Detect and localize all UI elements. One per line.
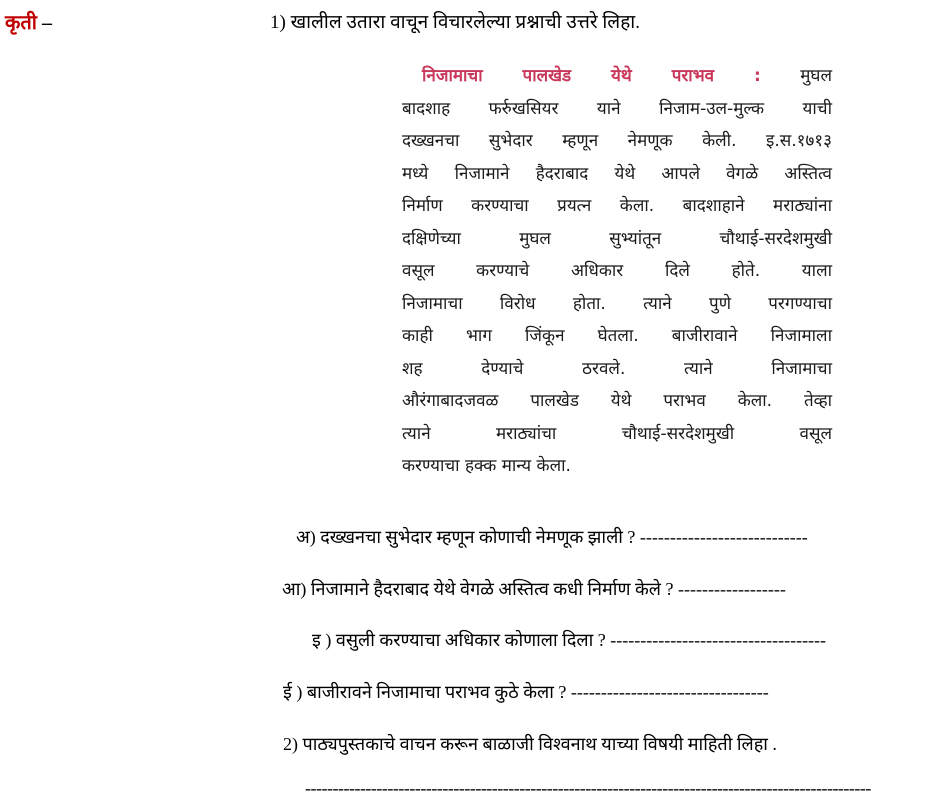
passage-line: बादशाह फर्रुखसियर याने निजाम-उल-मुल्क याची xyxy=(402,98,832,119)
question-a xyxy=(296,525,808,549)
passage-line: शह देण्याचे ठरवले. त्याने निजामाचा xyxy=(402,358,832,379)
activity-dash: – xyxy=(41,12,52,34)
passage-line: निजामाचा विरोध होता. त्याने पुणे परगण्याचा xyxy=(402,293,832,314)
question-ii xyxy=(283,680,769,704)
answer-blank[interactable]: ---------------------------- xyxy=(639,527,808,547)
activity-label: कृती xyxy=(5,12,37,34)
answer-blank[interactable]: ------------------------------------ xyxy=(610,630,827,650)
passage-line: करण्याचा हक्क मान्य केला. xyxy=(402,456,571,476)
passage-line xyxy=(402,60,832,93)
question-i xyxy=(312,628,826,652)
question-text: आ) निजामाने हैदराबाद येथे वेगळे अस्तित्व कधी निर्माण केले ? xyxy=(282,579,674,599)
passage-line: निर्माण करण्याचा प्रयत्न केला. बादशाहाने मराठ्यांना xyxy=(402,196,832,216)
passage-line: त्याने मराठ्यांचा चौथाई-सरदेशमुखी वसूल xyxy=(402,423,832,444)
instruction-1: 1) खालील उतारा वाचून विचारलेल्या प्रश्नाची उत्तरे लिहा. xyxy=(270,12,640,33)
instruction-2: 2) पाठ्यपुस्तकाचे वाचन करून बाळाजी विश्वनाथ याच्या विषयी माहिती लिहा . xyxy=(283,734,777,754)
answer-blank[interactable]: --------------------------------- xyxy=(570,682,769,702)
answer-blank[interactable]: ------------------ xyxy=(678,579,786,599)
question-aa xyxy=(282,577,786,601)
passage-line: दख्खनचा सुभेदार म्हणून नेमणूक केली. इ.स.१७१३ xyxy=(402,131,832,151)
activity-heading xyxy=(5,8,52,35)
passage-line-text: मुघल xyxy=(760,66,832,86)
answer-line[interactable]: ------------------------------------------------------------------------------------------------------- xyxy=(305,778,871,798)
passage-title: निजामाचा पालखेड येथे पराभव : xyxy=(422,66,761,86)
passage-line: काही भाग जिंकून घेतला. बाजीरावाने निजामाला xyxy=(402,326,832,346)
question-text: अ) दख्खनचा सुभेदार म्हणून कोणाची नेमणूक झाली ? xyxy=(296,527,636,547)
passage-line: दक्षिणेच्या मुघल सुभ्यांतून चौथाई-सरदेशमुखी xyxy=(402,228,832,249)
passage-line: मध्ये निजामाने हैदराबाद येथे आपले वेगळे अस्तित्व xyxy=(402,163,832,184)
passage-block xyxy=(402,60,832,500)
passage-line: औरंगाबादजवळ पालखेड येथे पराभव केला. तेव्हा xyxy=(402,391,832,411)
passage-line: वसूल करण्याचे अधिकार दिले होते. याला xyxy=(402,261,832,281)
question-text: इ ) वसुली करण्याचा अधिकार कोणाला दिला ? xyxy=(312,630,606,650)
question-text: ई ) बाजीरावने निजामाचा पराभव कुठे केला ? xyxy=(283,682,567,702)
